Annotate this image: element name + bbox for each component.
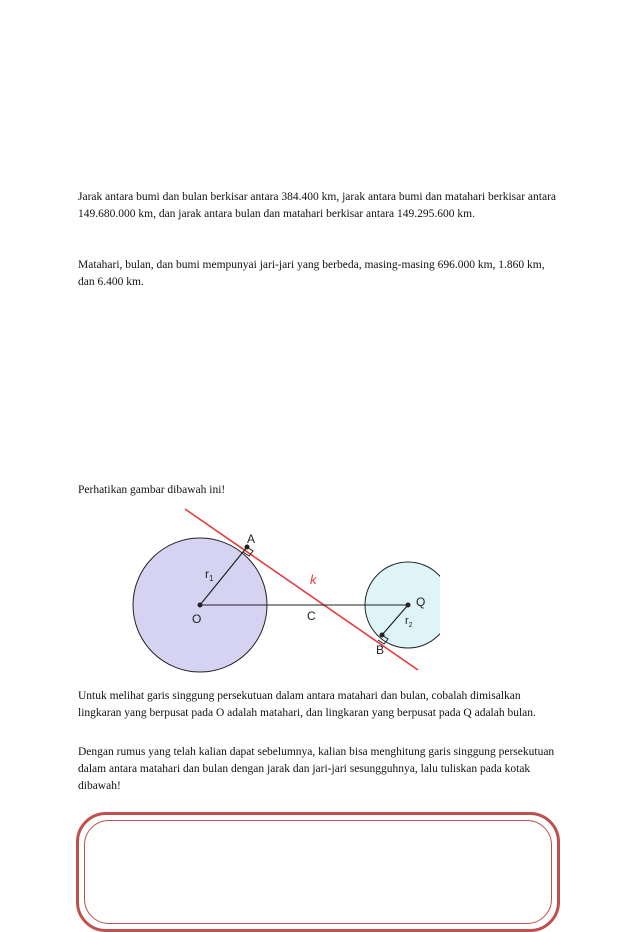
- label-r2: $r_2$: [405, 615, 413, 629]
- tangent-circles-figure: [130, 500, 440, 680]
- label-q: Q: [416, 595, 426, 609]
- paragraph-distances: Jarak antara bumi dan bulan berkisar antara 384.400 km, jarak antara bumi dan matahari berkisar antara 149.680.000 km, dan jarak antara bulan dan matahari berkisar antara 149.295.600 km.: [78, 191, 557, 220]
- paragraph-task: Dengan rumus yang telah kalian dapat sebelumnya, kalian bisa menghitung garis singgung persekutuan dalam antara matahari dan bulan dengan jarak dan jari-jari sesungguhnya, lalu tuliskan pada kotak dibawah!: [78, 746, 555, 792]
- answer-box-inner-border: [84, 820, 552, 924]
- label-b: B: [376, 643, 385, 657]
- label-k: k: [310, 572, 317, 587]
- point-q-dot: [406, 603, 411, 608]
- answer-box[interactable]: [76, 812, 560, 932]
- point-o-dot: [198, 603, 203, 608]
- paragraph-setup: Untuk melihat garis singgung persekutuan dalam antara matahari dan bulan, cobalah dimisalkan lingkaran yang berpusat pada O adalah matahari, dan lingkaran yang berpusat pada Q adalah bulan.: [78, 690, 536, 719]
- paragraph-radii: Matahari, bulan, dan bumi mempunyai jari-jari yang berbeda, masing-masing 696.000 km, 1.860 km, dan 6.400 km.: [78, 259, 545, 288]
- paragraph-instruction: Perhatikan gambar dibawah ini!: [78, 484, 226, 496]
- label-a: A: [247, 532, 256, 546]
- label-c: C: [307, 609, 316, 623]
- point-b-dot: [380, 633, 385, 638]
- label-o: O: [192, 612, 202, 626]
- label-r1: $r_1$: [205, 567, 214, 583]
